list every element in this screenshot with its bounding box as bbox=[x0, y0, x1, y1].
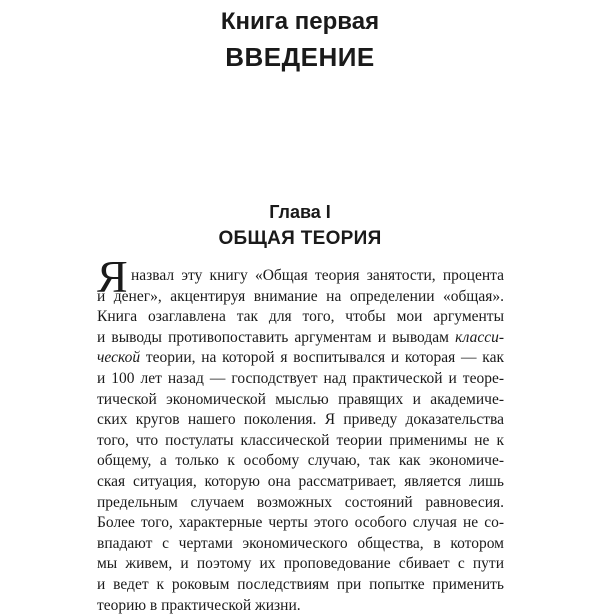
chapter-title: ОБЩАЯ ТЕОРИЯ bbox=[0, 226, 600, 252]
text-line: теорию в практической жизни. bbox=[97, 596, 504, 616]
text-line: и 100 лет назад — господствует над практической и теоре- bbox=[97, 369, 504, 390]
text-line: мы живем, и поэтому их проповедование сбивает с пути bbox=[97, 554, 504, 575]
body-paragraph bbox=[97, 266, 504, 616]
drop-cap: Я bbox=[97, 254, 128, 300]
text-line: впадают с чертами экономического общества, в котором bbox=[97, 534, 504, 555]
text-line: Книга озаглавлена так для того, чтобы мои аргументы bbox=[97, 307, 504, 328]
book-title: Книга первая bbox=[0, 6, 600, 38]
text-line: и ведет к роковым последствиям при попытке применить bbox=[97, 575, 504, 596]
text-line: предельным случаем возможных состояний равновесия. bbox=[97, 493, 504, 514]
italic-term: ческой bbox=[97, 349, 140, 366]
text-line: ских кругов нашего поколения. Я приведу доказательства bbox=[97, 410, 504, 431]
text-line: того, что постулаты классической теории применимы не к bbox=[97, 431, 504, 452]
text-line: общему, а только к особому случаю, так как экономиче- bbox=[97, 451, 504, 472]
text-line: ческой теории, на которой я воспитывался и которая — как bbox=[97, 348, 504, 369]
text-line: и денег», акцентируя внимание на определении «общая». bbox=[97, 287, 504, 308]
chapter-label: Глава I bbox=[0, 200, 600, 224]
text-line: и выводы противопоставить аргументам и выводам класси- bbox=[97, 328, 504, 349]
text-line: назвал эту книгу «Общая теория занятости, процента bbox=[97, 266, 504, 287]
text-line: тической экономической мыслью правящих и академиче- bbox=[97, 390, 504, 411]
part-title: ВВЕДЕНИЕ bbox=[0, 40, 600, 74]
text-line: ская ситуация, которую она рассматривает, является лишь bbox=[97, 472, 504, 493]
text-line: Более того, характерные черты этого особого случая не со- bbox=[97, 513, 504, 534]
italic-term: класси- bbox=[455, 329, 504, 346]
